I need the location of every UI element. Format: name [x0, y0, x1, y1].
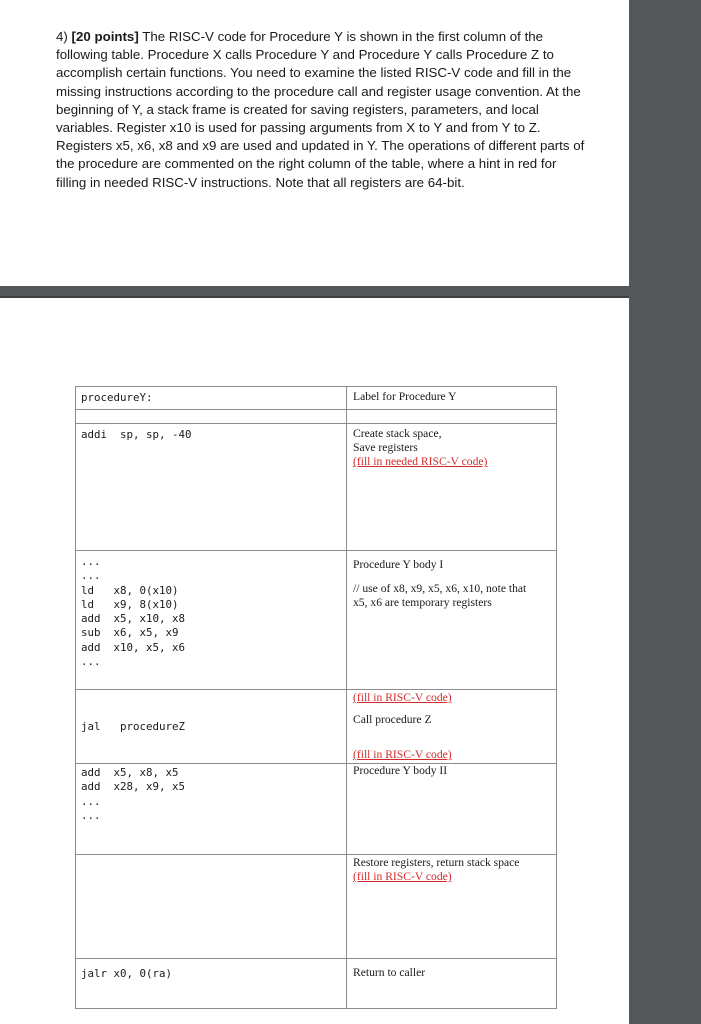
question-body: The RISC-V code for Procedure Y is shown in the first column of the following table. Procedure X calls Procedure Y and Procedure Y calls Procedure Z to accomplish certain functions. You need to examine the listed RISC-V code and fill in the missing instructions according to the procedure call and register usage convention. At the beginning of Y, a stack frame is created for saving registers, parameters, and local variables. Register x10 is used for passing arguments from X to Y and from Y to Z. Registers x5, x6, x8 and x9 are used and updated in Y. The operations of different parts of the procedure are commented on the right column of the table, where a hint in red for filling in needed RISC-V instructions. Note that all registers are 64-bit.: [56, 29, 585, 190]
note-body2: [353, 764, 553, 778]
code-line: ...: [81, 655, 101, 669]
code-body2: [81, 766, 185, 823]
code-line: ...: [81, 555, 101, 568]
code-line: ld x8, 0(x10): [81, 583, 179, 597]
fill-hint: (fill in RISC-V code): [353, 691, 452, 704]
fill-hint: (fill in needed RISC-V code): [353, 455, 488, 469]
code-line: ...: [81, 569, 101, 583]
table-row-divider: [76, 409, 556, 410]
note-title: Procedure Y body I: [353, 558, 444, 571]
table-column-divider: [346, 387, 347, 1008]
code-line: ...: [81, 808, 101, 822]
note-line: Call procedure Z: [353, 713, 432, 727]
note-line: Restore registers, return stack space: [353, 856, 520, 869]
table-row-divider: [76, 550, 556, 551]
note-line: Procedure Y body II: [353, 764, 448, 777]
note-prologue: [353, 427, 553, 470]
note-body1: [353, 558, 553, 611]
code-line: ld x9, 8(x10): [81, 597, 179, 611]
code-line: ...: [81, 794, 101, 808]
viewer-gutter: [629, 0, 701, 1024]
table-row-divider: [76, 423, 556, 424]
code-prologue: addi sp, sp, -40: [81, 428, 192, 441]
page-separator-shadow: [0, 296, 629, 298]
note-line: // use of x8, x9, x5, x6, x10, note that: [353, 582, 527, 596]
code-line: add x28, x9, x5: [81, 780, 186, 794]
note-line: Save registers: [353, 441, 418, 455]
note-label: Label for Procedure Y: [353, 390, 457, 403]
fill-hint: (fill in RISC-V code): [353, 870, 452, 884]
table-row-divider: [76, 689, 556, 690]
code-call: jal procedureZ: [81, 720, 186, 733]
code-return: jalr x0, 0(ra): [81, 967, 173, 980]
note-line: Create stack space,: [353, 427, 442, 440]
table-row-divider: [76, 854, 556, 855]
question-number: 4): [56, 29, 68, 44]
code-line: add x10, x5, x6: [81, 640, 186, 654]
code-table: [75, 386, 557, 1009]
note-return: Return to caller: [353, 966, 426, 979]
note-epilogue: [353, 856, 553, 884]
code-line: add x5, x8, x5: [81, 766, 179, 779]
code-body1: [81, 555, 185, 669]
code-line: add x5, x10, x8: [81, 612, 186, 626]
question-text: [56, 28, 586, 192]
code-label-procedureY: procedureY:: [81, 391, 153, 404]
code-line: sub x6, x5, x9: [81, 626, 179, 640]
table-row-divider: [76, 958, 556, 959]
note-line: x5, x6 are temporary registers: [353, 596, 492, 610]
note-body2-hint: [353, 748, 553, 762]
note-call: [353, 691, 553, 727]
question-points: [20 points]: [71, 29, 139, 44]
fill-hint: (fill in RISC-V code): [353, 748, 452, 761]
